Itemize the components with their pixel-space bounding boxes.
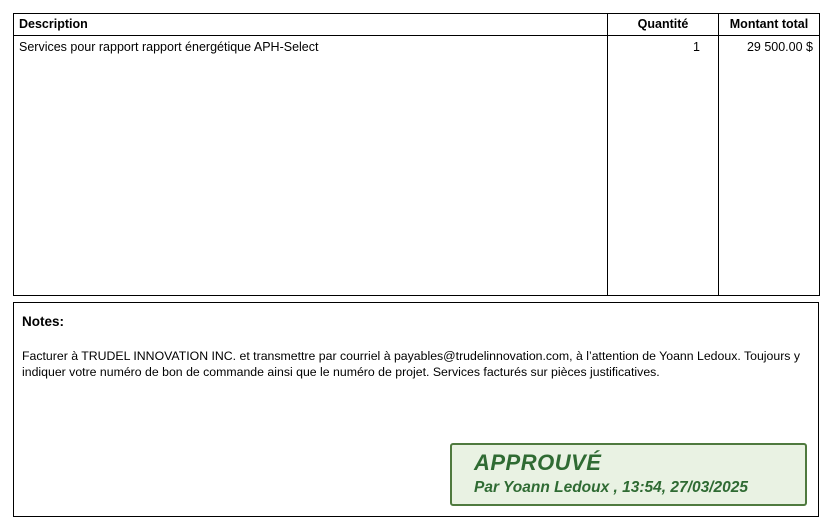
notes-text: Facturer à TRUDEL INNOVATION INC. et transmettre par courriel à payables@trudelinnovation.com, à l’attention de Yoann Ledoux. Toujours y indiquer votre numéro de bon de commande ainsi que le numéro de projet. Services facturés sur pièces justificatives. [22, 349, 800, 379]
cell-amount: 29 500.00 $ [719, 36, 820, 296]
page-bottom-divider [13, 516, 819, 517]
column-header-quantity: Quantité [608, 14, 719, 36]
table-header-row [14, 14, 820, 36]
column-header-amount: Montant total [719, 14, 820, 36]
approval-status-text: APPROUVÉ [474, 450, 602, 475]
table-body [14, 36, 820, 296]
table-row [14, 36, 820, 296]
item-description-text: Services pour rapport rapport énergétique APH-Select [19, 40, 319, 54]
table-header [14, 14, 820, 36]
line-items-table [13, 13, 820, 296]
cell-quantity: 1 [608, 36, 719, 296]
cell-description [14, 36, 608, 296]
notes-title: Notes: [22, 314, 65, 329]
approval-stamp [450, 443, 807, 506]
column-header-description: Description [14, 14, 608, 36]
approval-details-text: Par Yoann Ledoux , 13:54, 27/03/2025 [474, 479, 748, 496]
